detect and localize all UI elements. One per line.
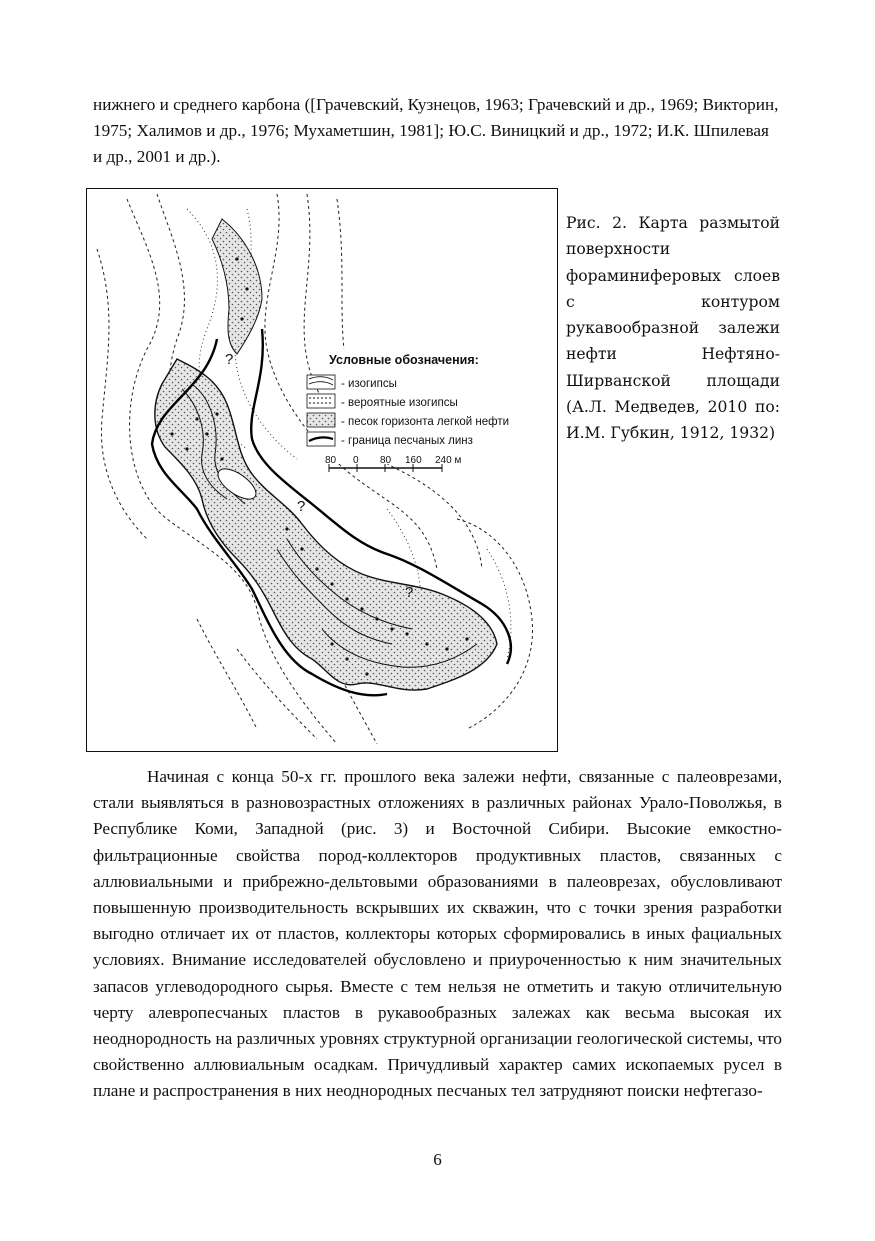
legend-swatch-sand <box>307 413 335 427</box>
legend-swatch-boundary <box>307 432 335 446</box>
question-mark: ? <box>297 498 306 515</box>
scale-tick: 80 <box>325 455 337 466</box>
scale-tick: 240 м <box>435 455 462 466</box>
body-paragraph <box>93 764 782 1105</box>
scale-tick: 160 <box>405 455 422 466</box>
legend-swatch-probable <box>307 394 335 408</box>
scale-tick: 0 <box>353 455 359 466</box>
legend-item: - вероятные изогипсы <box>341 397 458 409</box>
intro-paragraph <box>93 92 782 171</box>
scale-tick: 80 <box>380 455 392 466</box>
sand-lens-upper <box>212 219 262 354</box>
legend-item: - граница песчаных линз <box>341 435 473 447</box>
figure-caption: Рис. 2. Карта размытой поверхности фораминиферовых слоев с контуром рукавообразной залежи нефти Нефтяно-Ширванской площади (А.Л. Медведев, 2010 по: И.М. Губкин, 1912, 1932) <box>566 214 780 443</box>
legend-swatch-isohypses <box>307 375 335 389</box>
oil-deposit-map <box>87 189 557 751</box>
figure-map <box>86 188 558 752</box>
legend-item: - песок горизонта легкой нефти <box>341 416 510 428</box>
body-text: Начиная с конца 50-х гг. прошлого века залежи нефти, связанные с палеоврезами, стали выявляться в разновозрастных отложениях в различных районах Урало-Поволжья, в Республике Коми, Западной (рис. 3) и Восточной Сибири. Высокие емкостно-фильтрационные свойства пород-коллекторов продуктивных пластов, связанных с аллювиальными и прибрежно-дельтовыми образованиями в палеоврезах, обусловливают повышенную производительность вскрывших их скважин, что с точки зрения разработки выгодно отличает их от пластов, коллекторы которых сформировались в иных фациальных условиях. Внимание исследователей обусловлено и приуроченностью к ним значительных запасов углеводородного сырья. Вместе с тем нельзя не отметить и такую отличительную черту алевропесчаных пластов в рукавообразных залежах как весьма высокая их неоднородность на различных уровнях структурной организации геологической системы, что свойственно аллювиальным осадкам. Причудливый характер самих ископаемых русел в плане и распространения в них неоднородных песчаных тел затрудняют поиски нефтегазо- <box>93 767 782 1101</box>
map-legend <box>307 349 549 464</box>
legend-item: - изогипсы <box>341 378 397 390</box>
question-mark: ? <box>405 584 414 601</box>
intro-text: нижнего и среднего карбона ([Грачевский, Кузнецов, 1963; Грачевский и др., 1969; Викторин, 1975; Халимов и др., 1976; Мухаметшин, 1981]; Ю.С. Виницкий и др., 1972; И.К. Шпилевая и др., 2001 и др.). <box>93 95 779 167</box>
legend-title: Условные обозначения: <box>329 353 479 367</box>
question-mark: ? <box>225 351 234 368</box>
page-number: 6 <box>433 1150 442 1169</box>
